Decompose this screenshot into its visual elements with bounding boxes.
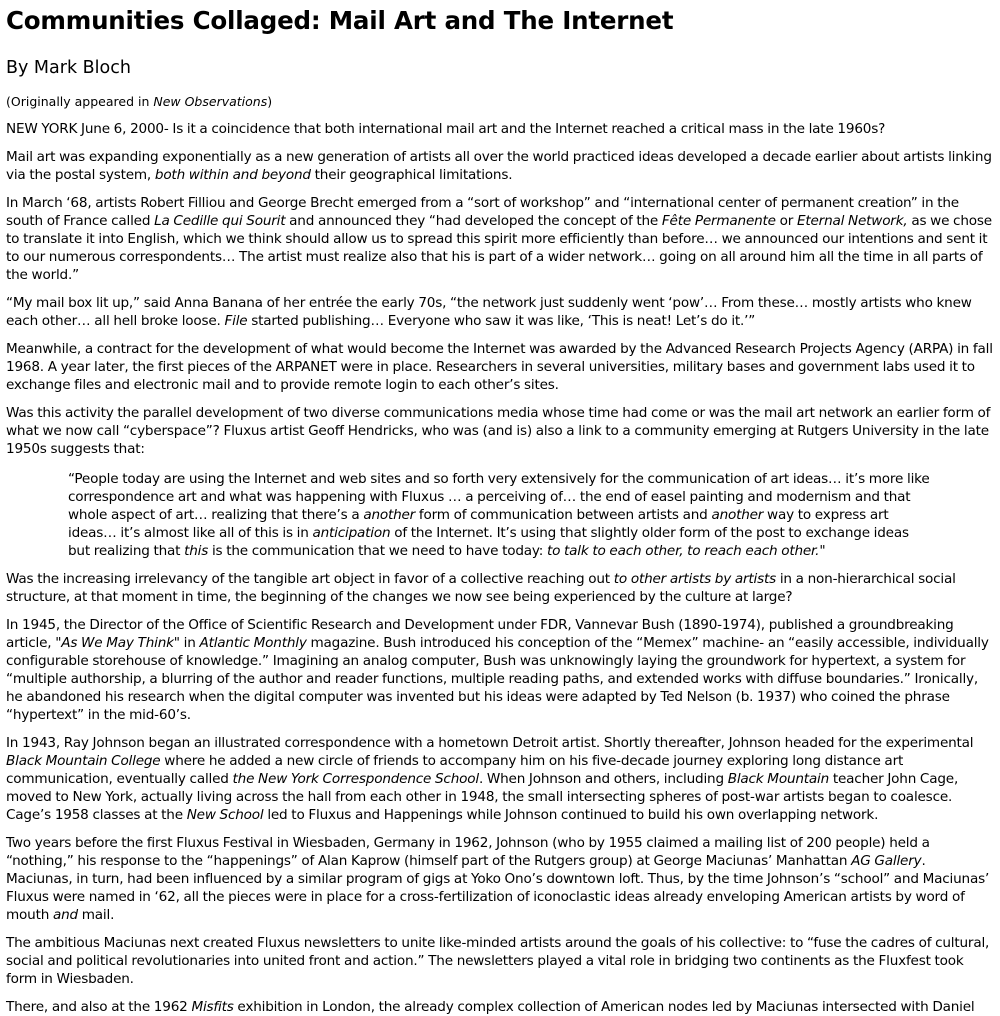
text-run: mail. [77, 907, 115, 923]
paragraph-vannevar-bush [6, 616, 994, 724]
emphasis-text: Black Mountain [727, 771, 830, 787]
text-run: . When Johnson and others, including [478, 771, 728, 787]
origin-note [6, 94, 994, 110]
emphasis-text: "As We May Think" [55, 635, 180, 651]
text-run: is the communication that we need to have today: [208, 543, 547, 559]
text-run: “My mail box lit up,” said Anna Banana of her entrée the early 70s, “the network just suddenly went ‘pow’… From these… mostly artists who knew each other… all hell broke loose. [6, 295, 972, 329]
text-run: " [819, 543, 826, 559]
text-run: In March ‘68, artists Robert Filliou and George Brecht emerged from a “sort of workshop” and “international center of permanent creation” in the south of France called [6, 195, 959, 229]
text-run: as we chose to translate it into English, which we think should allow us to spread this spirit more efficiently than before… we announced our intentions and sent it to our numerous correspondents… The artist must realize also that his is part of a wider network… going on all around him all the time in all parts of the world.” [6, 213, 992, 283]
text-run: or [775, 213, 797, 229]
emphasis-text: Eternal Network, [797, 213, 908, 229]
text-run: led to Fluxus and Happenings while Johnson continued to build his own overlapping network. [263, 807, 879, 823]
emphasis-text: Atlantic Monthly [199, 635, 307, 651]
text-run: exhibition in London, the already complex collection of American nodes led by Maciunas intersected with Daniel [233, 999, 975, 1015]
emphasis-text: File [224, 313, 248, 329]
paragraph-eternal-network [6, 194, 994, 284]
emphasis-text: both within and beyond [154, 167, 311, 183]
text-run: way to express art ideas… it’s almost like all of this is in [68, 507, 889, 541]
paragraph-anna-banana [6, 294, 994, 330]
emphasis-text: AG Gallery [851, 853, 922, 869]
paragraph-misfits [6, 998, 994, 1016]
origin-suffix: ) [267, 94, 273, 109]
text-run: started publishing… Everyone who saw it was like, ‘This is neat! Let’s do it.’” [247, 313, 756, 329]
emphasis-text: Misfits [191, 999, 234, 1015]
text-run: where he added a new circle of friends to accompany him on his five-decade journey exploring long distance art communication, eventually called [6, 753, 904, 787]
emphasis-text: to other artists by artists [613, 571, 777, 587]
text-run: their geographical limitations. [310, 167, 513, 183]
text-run: In 1945, the Director of the Office of Scientific Research and Development under FDR, Vannevar Bush (1890-1974), published a groundbreaking article, [6, 617, 954, 651]
article-title: Communities Collaged: Mail Art and The Internet [6, 6, 674, 35]
origin-publication: New Observations [153, 94, 268, 109]
paragraph-fluxus-festival [6, 834, 994, 924]
paragraph-mail-art-expansion [6, 148, 994, 184]
emphasis-text: Fête Permanente [661, 213, 776, 229]
emphasis-text: anticipation [312, 525, 391, 541]
text-run: in [179, 635, 200, 651]
paragraph-arpanet: Meanwhile, a contract for the development of what would become the Internet was awarded by the Advanced Research Projects Agency (ARPA) in fall 1968. A year later, the first pieces of the ARPANET were in place. Researchers in several universities, military bases and government labs used it to exchange files and electronic mail and to provide remote login to each other’s sites. [6, 341, 993, 393]
text-run: There, and also at the 1962 [6, 999, 192, 1015]
text-run: “People today are using the Internet and web sites and so forth very extensively for the communication of art ideas… it’s more like correspondence art and what was happening with Fluxus … a perceiving of… the end of easel painting and modernism and that whole aspect of art… realizing that there’s a [68, 471, 930, 523]
text-run: magazine. Bush introduced his conception of the “Memex” machine- an “easily accessible, individually configurable storehouse of knowledge.” Imagining an analog computer, Bush was unknowingly laying the groundwork for hypertext, a system for “multiple authorship, a blurring of the author and reader functions, multiple reading paths, and extended works with diffuse boundaries.” Ironically, he abandoned his research when the digital computer was invented but his ideas were adapted by Ted Nelson (b. 1937) who coined the phrase “hypertext” in the mid-60’s. [6, 635, 989, 723]
article [0, 6, 1000, 1016]
byline: By Mark Bloch [6, 58, 131, 78]
emphasis-text: another [363, 507, 416, 523]
text-run: and announced they “had developed the concept of the [285, 213, 662, 229]
paragraph-ray-johnson [6, 734, 994, 824]
emphasis-text: another [711, 507, 764, 523]
emphasis-text: and [52, 907, 78, 923]
emphasis-text: Black Mountain College [6, 753, 161, 769]
paragraph-dateline: NEW YORK June 6, 2000- Is it a coincidence that both international mail art and the Internet reached a critical mass in the late 1960s? [6, 121, 886, 137]
paragraph-cyberspace-question: Was this activity the parallel development of two diverse communications media whose time had come or was the mail art network an earlier form of what we now call “cyberspace”? Fluxus artist Geoff Hendricks, who was (and is) also a link to a community emerging at Rutgers University in the late 1950s suggests that: [6, 405, 991, 457]
paragraph-art-object [6, 570, 994, 606]
text-run: teacher John Cage, moved to New York, actually living across the hall from each other in 1948, the small intersecting spheres of post-war artists began to coalesce. Cage’s 1958 classes at the [6, 771, 959, 823]
emphasis-text: to talk to each other, to reach each other. [546, 543, 820, 559]
text-run: in a non-hierarchical social structure, at that moment in time, the beginning of the changes we now see being experienced by the culture at large? [6, 571, 956, 605]
text-run: of the Internet. It’s using that slightly older form of the post to exchange ideas but realizing that [68, 525, 909, 559]
emphasis-text: this [184, 543, 209, 559]
hendricks-quote [68, 470, 933, 560]
text-run: In 1943, Ray Johnson began an illustrated correspondence with a hometown Detroit artist. Shortly thereafter, Johnson headed for the experimental [6, 735, 974, 751]
text-run: form of communication between artists and [415, 507, 712, 523]
text-run: Two years before the first Fluxus Festival in Wiesbaden, Germany in 1962, Johnson (who by 1955 claimed a mailing list of 200 people) held a “nothing,” his response to the “happenings” of Alan Kaprow (himself part of the Rutgers group) at George Maciunas’ Manhattan [6, 835, 930, 869]
emphasis-text: New School [186, 807, 264, 823]
text-run: . Maciunas, in turn, had been influenced by a similar program of gigs at Yoko Ono’s downtown loft. Thus, by the time Johnson’s “school” and Maciunas’ Fluxus were named in ‘62, all the pieces were in place for a cross-fertilization of iconoclastic ideas already enveloping American artists by word of mouth [6, 853, 990, 923]
emphasis-text: La Cedille qui Sourit [154, 213, 286, 229]
emphasis-text: the New York Correspondence School [232, 771, 479, 787]
paragraph-fluxus-newsletters: The ambitious Maciunas next created Fluxus newsletters to unite like-minded artists around the goals of his collective: to “fuse the cadres of cultural, social and political revolutionaries into united front and action.” The newsletters played a vital role in bridging two continents as the Fluxfest took form in Wiesbaden. [6, 935, 990, 987]
text-run: Was the increasing irrelevancy of the tangible art object in favor of a collective reaching out [6, 571, 614, 587]
origin-prefix: (Originally appeared in [6, 94, 154, 109]
text-run: Mail art was expanding exponentially as a new generation of artists all over the world practiced ideas developed a decade earlier about artists linking via the postal system, [6, 149, 992, 183]
